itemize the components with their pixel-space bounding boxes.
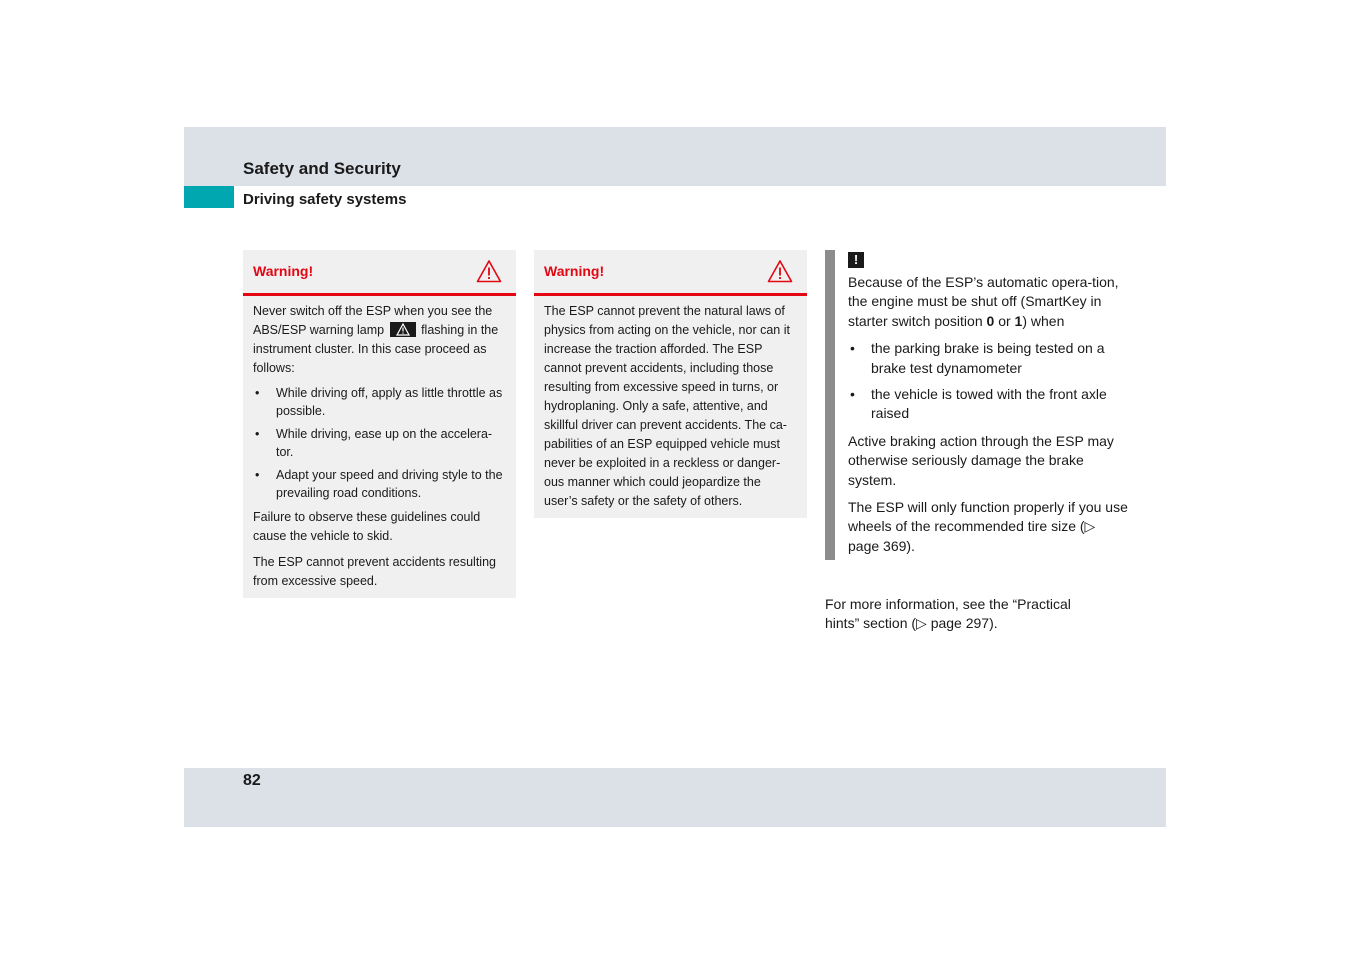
warning-title: Warning! — [253, 263, 314, 279]
warning-triangle-icon — [767, 259, 793, 283]
notice-intro: Because of the ESP’s automatic opera-tion, the engine must be shut off (SmartKey in starter switch position 0 or 1) when — [848, 274, 1119, 329]
warning-body — [534, 296, 807, 526]
notice-bullet-list — [848, 339, 1128, 424]
warning-header — [243, 250, 516, 296]
exclamation-icon: ! — [848, 252, 864, 268]
warning-triangle-icon — [476, 259, 502, 283]
warning-paragraph: The ESP cannot prevent accidents resulting from excessive speed. — [253, 555, 496, 588]
list-item: • While driving off, apply as little throttle as possible. — [253, 385, 506, 420]
warning-title: Warning! — [544, 263, 605, 279]
more-info-text: For more information, see the “Practical hints” section (▷ page 297). — [825, 596, 1071, 632]
warning-bullet-list — [253, 385, 506, 502]
warning-paragraph: Failure to observe these guidelines could cause the vehicle to skid. — [253, 510, 481, 543]
section-title: Safety and Security — [243, 159, 401, 178]
notice-paragraph: Active braking action through the ESP may otherwise seriously damage the brake system. — [848, 432, 1114, 488]
page-number: 82 — [243, 772, 261, 789]
list-item: • the parking brake is being tested on a brake test dynamometer — [848, 339, 1128, 378]
footer-band — [184, 768, 1166, 827]
list-item: • Adapt your speed and driving style to the prevailing road conditions. — [253, 467, 506, 502]
subsection-title: Driving safety systems — [243, 191, 407, 208]
section-tab-marker — [184, 186, 234, 208]
list-item: • While driving, ease up on the accelera-tor. — [253, 426, 506, 461]
notice-box — [825, 250, 1128, 560]
warning-intro: Never switch off the ESP when you see the ABS/ESP warning lamp flashing in the instrument cluster. In this case proceed as follows: — [253, 304, 499, 375]
abs-esp-warning-lamp-icon — [390, 322, 416, 337]
warning-header — [534, 250, 807, 296]
warning-box-physics — [534, 250, 807, 518]
warning-box-esp-lamp — [243, 250, 516, 598]
warning-body — [243, 296, 516, 606]
warning-paragraph: The ESP cannot prevent the natural laws of physics from acting on the vehicle, nor can it increase the traction afforded. The ESP cannot prevent accidents, including those resulting from excessive speed in turns, or hydroplaning. Only a safe, attentive, and skillful driver can prevent accidents. The ca-pabilities of an ESP equipped vehicle must never be exploited in a reckless or danger-ous manner which could jeopardize the user’s safety or the safety of others. — [544, 304, 790, 508]
notice-paragraph: The ESP will only function properly if you use wheels of the recommended tire size (▷ page 369). — [848, 499, 1128, 554]
list-item: • the vehicle is towed with the front axle raised — [848, 385, 1128, 424]
